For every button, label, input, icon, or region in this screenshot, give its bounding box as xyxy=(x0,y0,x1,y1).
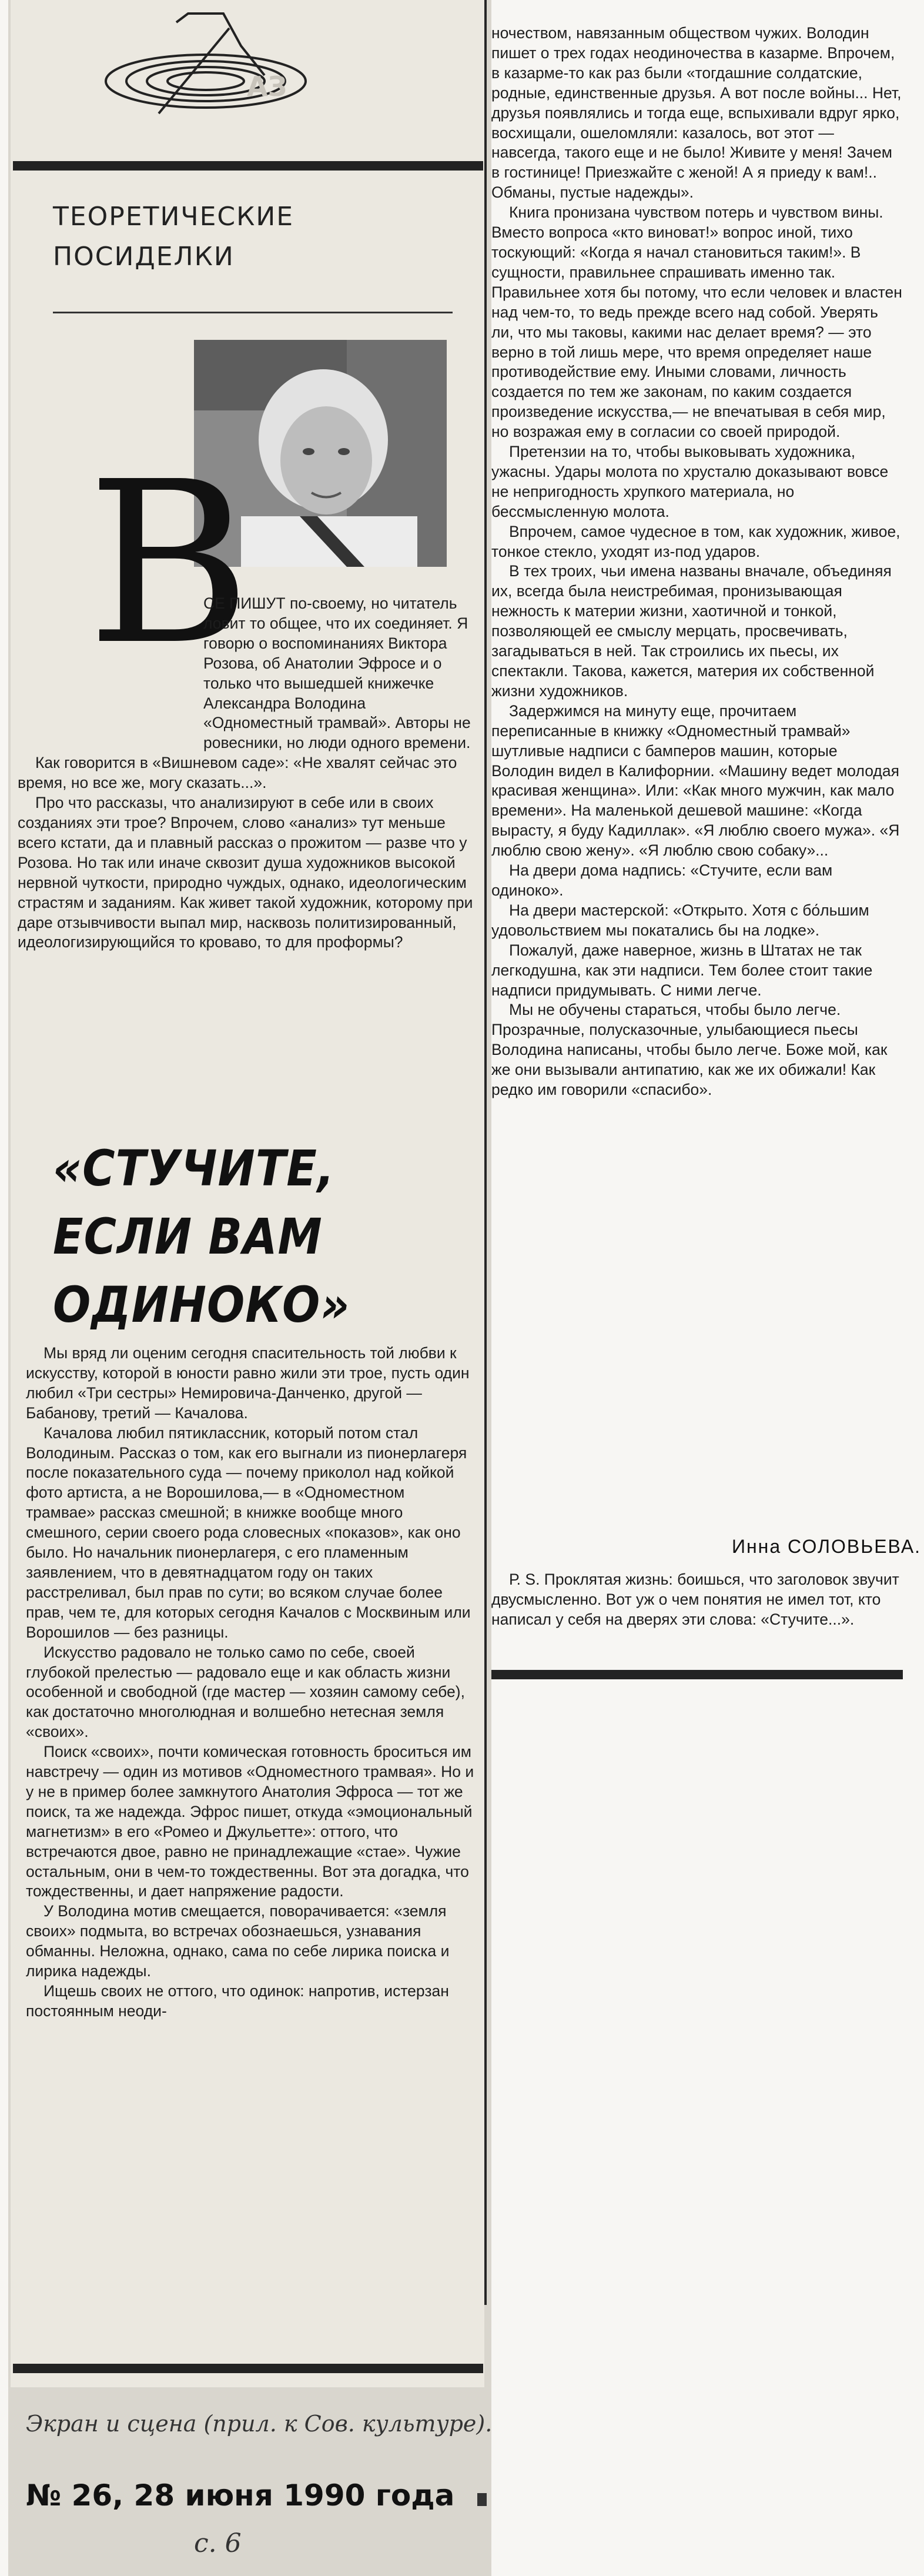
heading-rule xyxy=(53,312,453,313)
paragraph: Впрочем, самое чудесное в том, как художник, живое, тонкое стекло, уходят из-под ударов. xyxy=(491,522,900,560)
paragraph: У Володина мотив смещается, поворачивается: «земля своих» подмыта, во встречах обознаешься, узнавания обманны. Неложна, однако, сама по себе лирика поиска и лирика надежды. xyxy=(26,1902,450,1980)
top-rule xyxy=(13,161,483,171)
headline-line-3: ОДИНОКО» xyxy=(53,1275,350,1334)
end-rule xyxy=(491,1670,903,1679)
paragraph: Как говорится в «Вишневом саде»: «Не хвалят сейчас это время, но все же, могу сказать...». xyxy=(18,754,457,792)
article-column-1 xyxy=(18,594,476,953)
handwritten-page-number: с. 6 xyxy=(194,2528,242,2558)
paragraph: В тех троих, чьи имена названы вначале, объединяя их, всегда была неистребимая, пронизывающая нежность к материи жизни, хаотичной и тонкой, позволяющей ее смыслу мерцать, просвечивать, загадываться в ней. Так строились их пьесы, их спектакли. Такова, кажется, материя их собственной жизни художников. xyxy=(491,562,892,700)
paragraph: Про что рассказы, что анализируют в себе или в своих созданиях эти трое? Впрочем, слово «анализ» тут меньше всего кстати, да и плавный рассказ о прожитом — разве что у Розова. Но так или иначе сквозит душа художников высокой нервной чуткости, природно чуждых, однако, идеологическим страстям и заданиям. Как живет такой художник, которому при даре отзывчивости выпал мир, насквозь политизированный, идеологизирующийся то кроваво, то для проформы? xyxy=(18,794,473,951)
pen-and-scroll-icon xyxy=(88,11,335,122)
paragraph: Поиск «своих», почти комическая готовность броситься им навстречу — один из мотивов «Одноместного трамвая». Но и у не в пример более замкнутого Анатолия Эфроса — тот же поиск, та же надежда. Эфрос пишет, откуда «эмоциональный магнетизм» в его «Ромео и Джульетте»: оттого, что встречаются двое, равно не принадлежащие «стае». Чужие остальным, они в чем-то тождественны. Вот эта догадка, что тождественны, и дает напряжение радости. xyxy=(26,1743,474,1900)
rubric-line-2: ПОСИДЕЛКИ xyxy=(53,242,235,272)
paragraph: Пожалуй, даже наверное, жизнь в Штатах не так легкодушна, как эти надписи. Тем более стоит такие надписи придумывать. С ними легче. xyxy=(491,941,873,999)
paragraph: Качалова любил пятиклассник, который потом стал Володиным. Рассказ о том, как его выгнали из пионерлагеря после показательного суда — почему приколол над койкой фото артиста, а не Ворошилова,— в «Одноместном трамвае» рассказ смешной; в книжке вообще много смешного, серии своего рода словесных «показов», как оно было. Но начальник пионерлагеря, с его пламенным заявлением, что в девятнадцатом году он таких расстреливал, был прав по сути; во всяком случае более прав, чем те, для которых сегодня Качалов с Москвиным или Ворошилов — без разницы. xyxy=(26,1424,471,1641)
bottom-rule xyxy=(13,2364,483,2373)
paragraph: ночеством, навязанным обществом чужих. Володин пишет о трех годах неодиночества в казарме. Впрочем, в казарме-то как раз были «тогдашние солдатские, родные, единственные друзья. А вот после войны... Нет, друзья появлялись и тогда еще, вспыхивали вдруг ярко, восхищали, ошеломляли: казалось, вот этот — навсегда, такого еще и не было! Живите у меня! Зачем в гостинице! Приезжайте с женой! А я приеду к вам!.. Обманы, пустые надежды». xyxy=(491,24,902,202)
article-column-1-lower xyxy=(26,1344,477,2022)
paragraph: Мы не обучены стараться, чтобы было легче. Прозрачные, полусказочные, улыбающиеся пьесы Володина написаны, чтобы было легче. Боже мой, как же они вызывали антипатию, как же их обижали! Как редко им говорили «спасибо». xyxy=(491,1001,888,1099)
paragraph: На двери дома надпись: «Стучите, если вам одиноко». xyxy=(491,861,833,899)
paragraph: На двери мастерской: «Открыто. Хотя с бо́льшим удовольствием мы покатались бы на лодке». xyxy=(491,901,869,939)
paragraph: Мы вряд ли оценим сегодня спасительность той любви к искусству, которой в юности равно жили эти трое, пусть один любил «Три сестры» Немировича-Данченко, другой — Бабанову, третий — Качалова. xyxy=(26,1344,470,1422)
column-divider xyxy=(484,0,487,2305)
paragraph: Искусство радовало не только само по себе, своей глубокой прелестью — радовало еще и как область жизни особенной и свободной (где мастер — хозяин самому себе), как достаточно многолюдная и волшебно нетесная земля «своих». xyxy=(26,1643,465,1741)
paragraph: Задержимся на минуту еще, прочитаем переписанные в книжку «Одноместный трамвай» шутливые надписи с бамперов машин, которые Володин видел в Калифорнии. «Машину ведет молодая красивая женщина». Или: «Как много мужчин, как мало времени». На маленькой дешевой машине: «Когда вырасту, я буду Кадиллак». «Я люблю своего мужа». «Я люблю свою жену». «Я люблю свою собаку»... xyxy=(491,701,900,860)
drop-cap-letter: В xyxy=(87,433,252,694)
headline-line-1: «СТУЧИТЕ, xyxy=(53,1140,335,1197)
paragraph: Ищешь своих не оттого, что одинок: напротив, истерзан постоянным неоди- xyxy=(26,1982,449,2020)
issue-marker xyxy=(477,2493,487,2506)
handwritten-source-note: Экран и сцена (прил. к Сов. культуре). xyxy=(26,2411,493,2437)
issue-date: № 26, 28 июня 1990 года xyxy=(26,2478,455,2512)
postscript-text: Р. S. Проклятая жизнь: боишься, что заголовок звучит двусмысленно. Вот уж о чем понятия не имел тот, кто написал у себя на дверях эти слова: «Стучите...». xyxy=(491,1571,899,1628)
article-column-2 xyxy=(491,24,903,1100)
article-headline xyxy=(53,1135,476,1339)
author-signature: Инна СОЛОВЬЕВА. xyxy=(732,1536,922,1557)
intro-paragraph: СЕ ПИШУТ по-своему, но читатель ловит то общее, что их соединяет. Я говорю о воспоминаниях Виктора Розова, об Анатолии Эфросе и о только что вышедшей книжечке Александра Володина «Одноместный трамвай». Авторы не ровесники, но люди одного времени. xyxy=(203,594,471,752)
postscript xyxy=(491,1570,903,1630)
rubric-line-1: ТЕОРЕТИЧЕСКИЕ xyxy=(53,202,294,232)
rubric-heading xyxy=(53,197,406,277)
paragraph: Претензии на то, чтобы выковывать художника, ужасны. Удары молота по хрусталю доказывают вовсе не непригодность хрупкого материала, но бессмысленную молота. xyxy=(491,443,889,520)
faded-masthead-text: АЗ xyxy=(247,71,287,102)
headline-line-2: ЕСЛИ ВАМ xyxy=(53,1207,323,1265)
paragraph: Книга пронизана чувством потерь и чувством вины. Вместо вопроса «кто виноват!» вопрос иной, тихо тоскующий: «Когда я начал становиться таким!». В сущности, правильнее спрашивать именно так. Правильнее хотя бы потому, что если человек и властен над чем-то, то ведь прежде всего над собой. Уверять ли, что мы таковы, какими нас делает время? — это верно в той лишь мере, что время определяет наше противодействие ему. Иными словами, личность создается по тем же законам, по каким создается произведение искусства,— не впечатывая в себя мир, но возражая ему в согласии со своей природой. xyxy=(491,203,902,441)
